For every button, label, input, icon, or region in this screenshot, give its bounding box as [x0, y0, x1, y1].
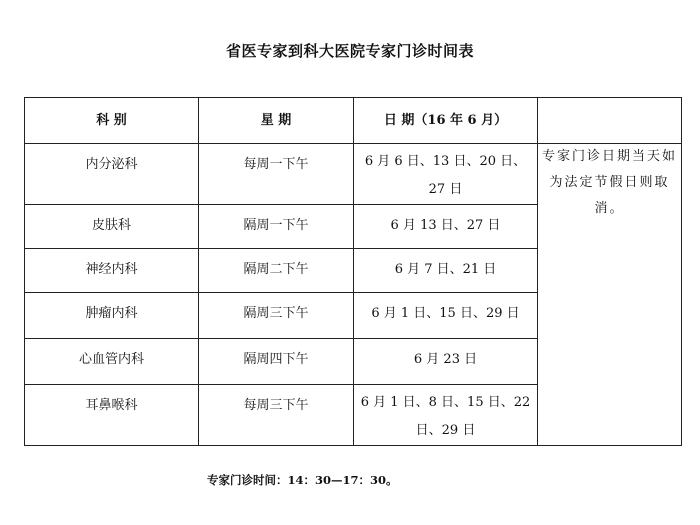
weekday-cell: 隔周一下午	[243, 218, 309, 233]
department-cell: 皮肤科	[91, 218, 131, 233]
table-row	[25, 144, 682, 205]
header-department: 科 别	[25, 98, 199, 144]
header-dates: 日 期（16 年 6 月）	[354, 98, 538, 144]
department-cell: 耳鼻喉科	[85, 398, 138, 413]
table-header-row	[25, 98, 682, 144]
dates-cell: 6 月 1 日、8 日、15 日、22 日、29 日	[360, 395, 531, 438]
dates-cell: 6 月 7 日、21 日	[394, 262, 497, 277]
department-cell: 内分泌科	[85, 157, 138, 172]
consultation-hours-footer: 专家门诊时间：14：30—17：30。	[207, 473, 398, 487]
dates-cell: 6 月 1 日、15 日、29 日	[371, 306, 520, 321]
weekday-cell: 隔周三下午	[243, 306, 309, 321]
weekday-cell: 隔周四下午	[243, 352, 309, 367]
dates-cell: 6 月 23 日	[413, 352, 478, 367]
dates-cell: 6 月 13 日、27 日	[390, 218, 501, 233]
schedule-table	[24, 97, 682, 446]
weekday-cell: 每周一下午	[243, 157, 309, 172]
department-cell: 心血管内科	[78, 352, 144, 367]
dates-cell: 6 月 6 日、13 日、20 日、27 日	[364, 154, 527, 197]
weekday-cell: 隔周二下午	[243, 262, 309, 277]
header-note	[538, 98, 682, 144]
note-cell: 专家门诊日期当天如为法定节假日则取消。	[538, 144, 682, 446]
header-weekday: 星 期	[199, 98, 354, 144]
page-title: 省医专家到科大医院专家门诊时间表	[225, 42, 474, 60]
department-cell: 神经内科	[85, 262, 138, 277]
weekday-cell: 每周三下午	[243, 398, 309, 413]
department-cell: 肿瘤内科	[85, 306, 138, 321]
